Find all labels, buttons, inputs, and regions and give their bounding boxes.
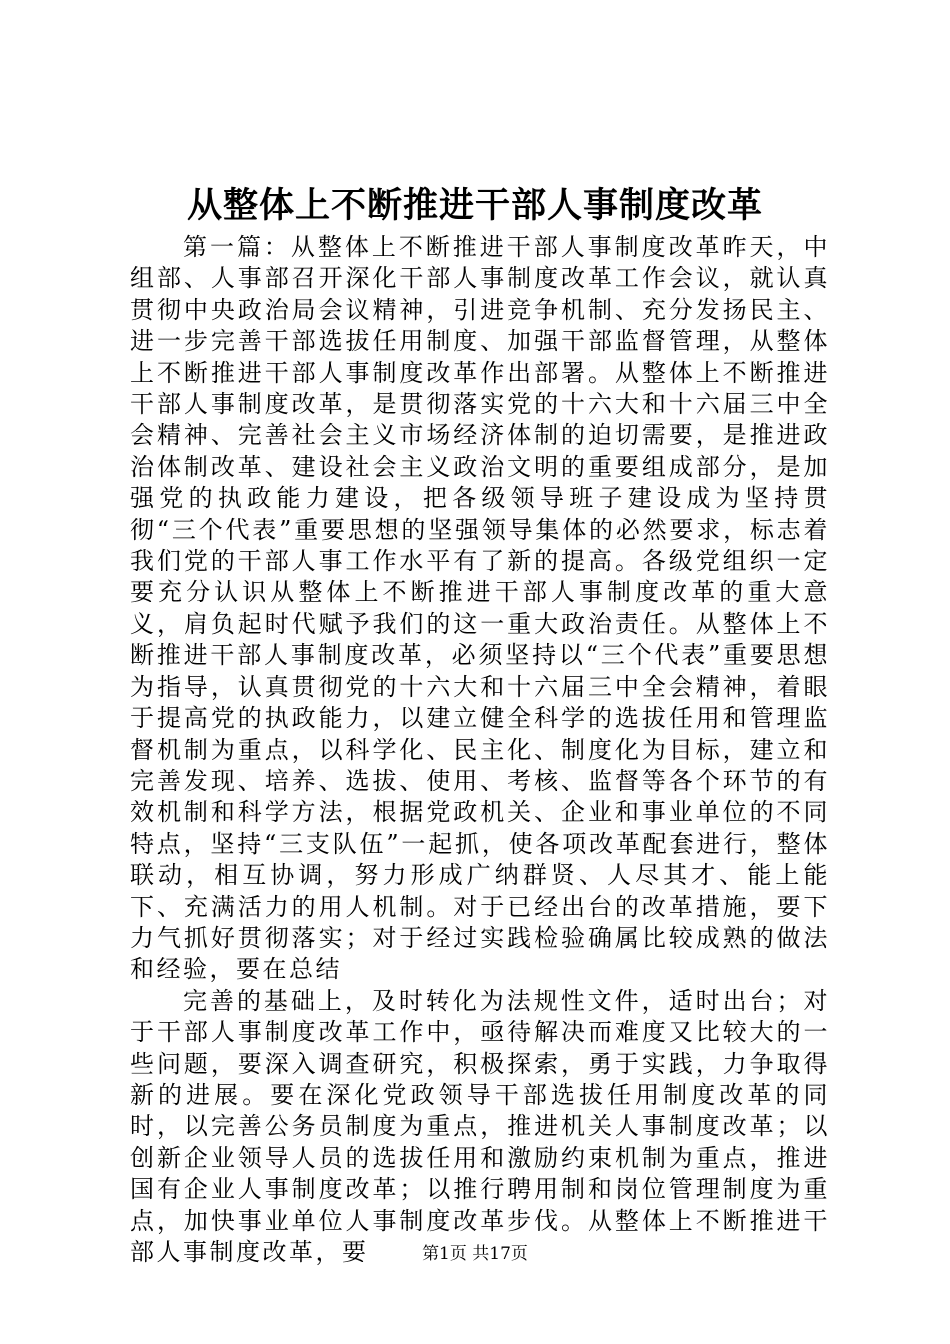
body-paragraph-1: 第一篇：从整体上不断推进干部人事制度改革昨天，中组部、人事部召开深化干部人事制度改革工作会议，就认真贯彻中央政治局会议精神，引进竞争机制、充分发扬民主、进一步完善干部选拔任用制度、加强干部监督管理，从整体上不断推进干部人事制度改革作出部署。从整体上不断推进干部人事制度改革，是贯彻落实党的十六大和十六届三中全会精神、完善社会主义市场经济体制的迫切需要，是推进政治体制改革、建设社会主义政治文明的重要组成部分，是加强党的执政能力建设，把各级领导班子建设成为坚持贯彻“三个代表”重要思想的坚强领导集体的必然要求，标志着我们党的干部人事工作水平有了新的提高。各级党组织一定要充分认识从整体上不断推进干部人事制度改革的重大意义，肩负起时代赋予我们的这一重大政治责任。从整体上不断推进干部人事制度改革，必须坚持以“三个代表”重要思想为指导，认真贯彻党的十六大和十六届三中全会精神，着眼于提高党的执政能力，以建立健全科学的选拔任用和管理监督机制为重点，以科学化、民主化、制度化为目标，建立和完善发现、培养、选拔、使用、考核、监督等各个环节的有效机制和科学方法，根据党政机关、企业和事业单位的不同特点，坚持“三支队伍”一起抓，使各项改革配套进行，整体联动，相互协调，努力形成广纳群贤、人尽其才、能上能下、充满活力的用人机制。对于已经出台的改革措施，要下力气抓好贯彻落实；对于经过实践检验确属比较成熟的做法和经验，要在总结 — [130, 233, 830, 984]
page-number-footer: 第1页 共17页 — [422, 1244, 528, 1264]
document-title: 从整体上不断推进干部人事制度改革 — [186, 185, 763, 226]
document-body — [130, 232, 830, 1268]
body-paragraph-2: 完善的基础上，及时转化为法规性文件，适时出台；对于干部人事制度改革工作中，亟待解决而难度又比较大的一些问题，要深入调查研究，积极探索，勇于实践，力争取得新的进展。要在深化党政领导干部选拔任用制度改革的同时，以完善公务员制度为重点，推进机关人事制度改革；以创新企业领导人员的选拔任用和激励约束机制为重点，推进国有企业人事制度改革；以推行聘用制和岗位管理制度为重点，加快事业单位人事制度改革步伐。从整体上不断推进干部人事制度改革，要 — [130, 986, 830, 1266]
